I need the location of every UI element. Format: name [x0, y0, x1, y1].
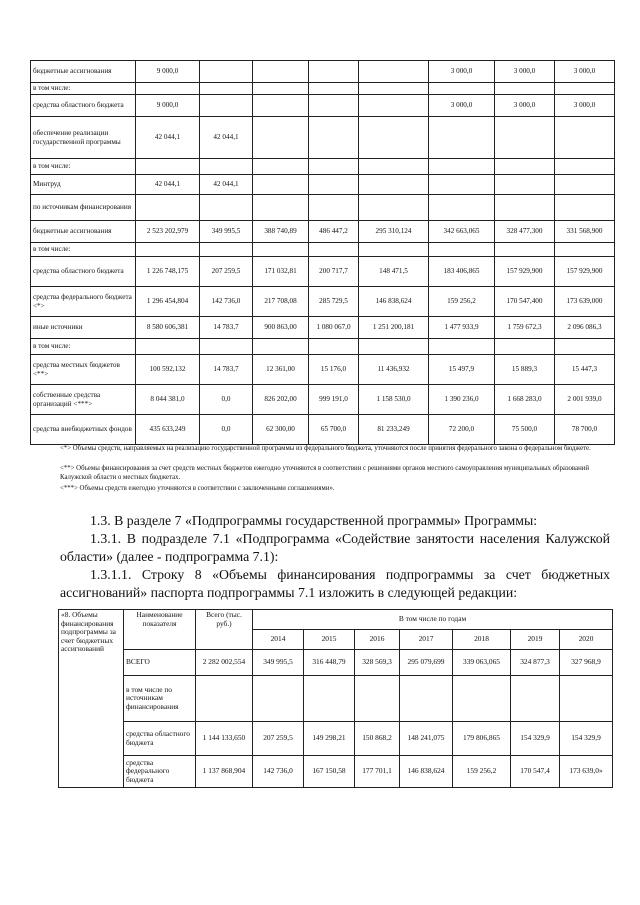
table-cell: 146 838,624 [400, 756, 453, 788]
table-cell [200, 159, 253, 175]
table-row [31, 159, 615, 175]
table-cell [429, 159, 495, 175]
table-row [31, 317, 615, 339]
table-cell [200, 95, 253, 117]
table-cell [429, 195, 495, 221]
table-cell: 339 063,065 [453, 650, 511, 676]
table-cell: 327 968,9 [560, 650, 613, 676]
row-label: бюджетные ассигнования [31, 221, 136, 243]
table-cell: 1 296 454,804 [136, 287, 200, 317]
table-cell [136, 83, 200, 95]
row-label: средства областного бюджета [31, 257, 136, 287]
row-label: собственные средства организаций <***> [31, 385, 136, 415]
table-cell [309, 175, 359, 195]
table-cell [253, 61, 309, 83]
table-cell [359, 175, 429, 195]
table-cell [429, 83, 495, 95]
year-header-2014: 2014 [253, 630, 304, 650]
table-cell: 1 080 067,0 [309, 317, 359, 339]
table-cell: 12 361,00 [253, 355, 309, 385]
row-label: в том числе: [31, 339, 136, 355]
table-cell: 1 668 283,0 [495, 385, 555, 415]
table-cell: 3 000,0 [429, 61, 495, 83]
table-row [31, 83, 615, 95]
table-cell: 1 226 748,175 [136, 257, 200, 287]
table-cell [136, 339, 200, 355]
header-total: Всего (тыс. руб.) [196, 610, 253, 650]
table-cell: 154 329,9 [560, 722, 613, 756]
table-cell [309, 195, 359, 221]
table-cell: 148 471,5 [359, 257, 429, 287]
row-label: в том числе: [31, 159, 136, 175]
table-cell: 316 448,79 [304, 650, 355, 676]
table-cell: 15 176,0 [309, 355, 359, 385]
table-row [59, 676, 613, 722]
table-cell: 81 233,249 [359, 415, 429, 445]
table-cell: 2 523 202,979 [136, 221, 200, 243]
section-paragraph-3-line-1: 1.3.1.1. Строку 8 «Объемы финансирования подпрограммы за счет бюджетных [90, 567, 610, 582]
table-cell: 285 729,5 [309, 287, 359, 317]
header-years-group: В том числе по годам [253, 610, 613, 630]
table-cell: 3 000,0 [555, 61, 615, 83]
table-row [31, 415, 615, 445]
footnote-3: <***> Объемы средств ежегодно уточняются в соответствии с заключенными соглашениями». [60, 485, 335, 492]
table-cell: 159 256,2 [429, 287, 495, 317]
row-total [196, 676, 253, 722]
row-label: средства федерального бюджета <*> [31, 287, 136, 317]
table-cell [309, 117, 359, 159]
table-cell [253, 175, 309, 195]
table-cell: 170 547,400 [495, 287, 555, 317]
table-cell [359, 159, 429, 175]
table-cell [309, 83, 359, 95]
table-row [31, 257, 615, 287]
table-cell [555, 175, 615, 195]
year-header-2018: 2018 [453, 630, 511, 650]
table-cell [253, 159, 309, 175]
table-row [31, 117, 615, 159]
table-cell: 349 995,5 [200, 221, 253, 243]
table-cell: 157 929,900 [555, 257, 615, 287]
table-cell: 3 000,0 [429, 95, 495, 117]
table-cell [495, 339, 555, 355]
table-cell: 173 639,0» [560, 756, 613, 788]
table-cell: 167 150,58 [304, 756, 355, 788]
table-cell: 157 929,900 [495, 257, 555, 287]
table-cell: 1 759 672,3 [495, 317, 555, 339]
table-row [31, 355, 615, 385]
table-cell: 42 044,1 [200, 117, 253, 159]
table-cell [359, 117, 429, 159]
table-cell [555, 339, 615, 355]
table-row [31, 221, 615, 243]
row-label: по источникам финансирования [31, 195, 136, 221]
table-cell: 1 251 200,181 [359, 317, 429, 339]
row-label: бюджетные ассигнования [31, 61, 136, 83]
table-cell [495, 83, 555, 95]
section-paragraph-2-line-1: 1.3.1. В подразделе 7.1 «Подпрограмма «Содействие занятости населения Калужской [90, 531, 610, 546]
table-cell: 217 708,08 [253, 287, 309, 317]
table-cell: 11 436,932 [359, 355, 429, 385]
row-label: средства федерального бюджета [124, 756, 196, 788]
table-cell [309, 243, 359, 257]
table-cell [555, 117, 615, 159]
table-cell: 149 298,21 [304, 722, 355, 756]
row-label: средства местных бюджетов <**> [31, 355, 136, 385]
table-cell [304, 676, 355, 722]
table-cell [309, 159, 359, 175]
table-cell [136, 195, 200, 221]
table-cell [555, 195, 615, 221]
footnote-1: <*> Объемы средств, направляемых на реализацию государственной программы из федерального бюджета, уточняются после принятия федерального закона о федеральном бюджете. [60, 445, 591, 452]
table-cell: 349 995,5 [253, 650, 304, 676]
table-cell [253, 676, 304, 722]
row-label: ВСЕГО [124, 650, 196, 676]
table-cell: 65 700,0 [309, 415, 359, 445]
table-cell [253, 83, 309, 95]
table-row [31, 195, 615, 221]
table-cell: 200 717,7 [309, 257, 359, 287]
table-cell: 72 200,0 [429, 415, 495, 445]
table-cell: 0,0 [200, 385, 253, 415]
table-cell [309, 339, 359, 355]
table-cell [200, 339, 253, 355]
table-cell [429, 339, 495, 355]
year-header-2020: 2020 [560, 630, 613, 650]
year-header-2019: 2019 [511, 630, 560, 650]
table-cell [555, 159, 615, 175]
table-cell: 3 000,0 [495, 61, 555, 83]
table-cell [200, 243, 253, 257]
table-cell: 900 863,00 [253, 317, 309, 339]
table-cell [495, 243, 555, 257]
table-cell [253, 117, 309, 159]
table-cell: 3 000,0 [495, 95, 555, 117]
table-cell [136, 159, 200, 175]
header-indicator-name: Наименование показателя [124, 610, 196, 650]
table-cell: 75 500,0 [495, 415, 555, 445]
table-cell [200, 61, 253, 83]
table-cell: 9 000,0 [136, 61, 200, 83]
table-row [59, 650, 613, 676]
table-cell: 2 001 939,0 [555, 385, 615, 415]
table-row [31, 61, 615, 83]
table-cell: 328 569,3 [355, 650, 400, 676]
table-cell [136, 243, 200, 257]
table-cell: 170 547,4 [511, 756, 560, 788]
table-cell [355, 676, 400, 722]
table-cell: 42 044,1 [136, 175, 200, 195]
table-cell: 9 000,0 [136, 95, 200, 117]
table-cell [495, 195, 555, 221]
table-cell [560, 676, 613, 722]
year-header-2015: 2015 [304, 630, 355, 650]
table-cell: 999 191,0 [309, 385, 359, 415]
row-title-cell: «8. Объемы финансирования подпрограммы за счет бюджетных ассигнований [59, 610, 124, 788]
row-label: средства областного бюджета [31, 95, 136, 117]
table-cell: 15 889,3 [495, 355, 555, 385]
funding-table-top [30, 60, 615, 445]
table-cell: 62 300,00 [253, 415, 309, 445]
table-cell: 826 202,00 [253, 385, 309, 415]
table-cell: 486 447,2 [309, 221, 359, 243]
table-cell: 78 700,0 [555, 415, 615, 445]
table-cell [429, 175, 495, 195]
table-cell [429, 243, 495, 257]
table-cell [495, 175, 555, 195]
table-cell: 1 158 530,0 [359, 385, 429, 415]
section-paragraph-3-line-2: ассигнований» паспорта подпрограммы 7.1 изложить в следующей редакции: [60, 585, 518, 600]
table-cell: 15 447,3 [555, 355, 615, 385]
table-cell: 42 044,1 [136, 117, 200, 159]
table-cell [309, 61, 359, 83]
table-cell: 1 390 236,0 [429, 385, 495, 415]
table-cell: 435 633,249 [136, 415, 200, 445]
table-cell: 177 701,1 [355, 756, 400, 788]
table-cell: 1 477 933,9 [429, 317, 495, 339]
table-cell: 142 736,0 [200, 287, 253, 317]
table-cell [359, 95, 429, 117]
table-cell [555, 243, 615, 257]
table-cell: 342 663,065 [429, 221, 495, 243]
table-cell: 148 241,075 [400, 722, 453, 756]
row-label: в том числе по источникам финансирования [124, 676, 196, 722]
table-cell: 14 783,7 [200, 317, 253, 339]
table-cell [359, 243, 429, 257]
table-row [31, 339, 615, 355]
table-cell: 8 580 606,381 [136, 317, 200, 339]
table-row [59, 756, 613, 788]
table-cell: 8 044 381,0 [136, 385, 200, 415]
table-row [31, 243, 615, 257]
row-label: Минтруд [31, 175, 136, 195]
row-label: в том числе: [31, 83, 136, 95]
table-cell [400, 676, 453, 722]
table-cell: 207 259,5 [200, 257, 253, 287]
table-cell: 142 736,0 [253, 756, 304, 788]
table-cell: 14 783,7 [200, 355, 253, 385]
table-cell: 331 568,900 [555, 221, 615, 243]
row-total: 1 144 133,650 [196, 722, 253, 756]
table-row [31, 287, 615, 317]
table-cell: 146 838,624 [359, 287, 429, 317]
subprogram-funding-table [58, 609, 613, 788]
table-cell [309, 95, 359, 117]
table-cell [253, 339, 309, 355]
year-header-2016: 2016 [355, 630, 400, 650]
table-cell: 324 877,3 [511, 650, 560, 676]
row-total: 2 282 002,554 [196, 650, 253, 676]
table-cell [200, 83, 253, 95]
table-cell: 154 329,9 [511, 722, 560, 756]
table-cell: 295 079,699 [400, 650, 453, 676]
table-cell: 0,0 [200, 415, 253, 445]
table-cell: 388 740,89 [253, 221, 309, 243]
table-cell [253, 195, 309, 221]
row-total: 1 137 868,904 [196, 756, 253, 788]
table-row [59, 722, 613, 756]
table-cell: 150 868,2 [355, 722, 400, 756]
table-cell [359, 339, 429, 355]
section-paragraph-2-line-2: области» (далее - подпрограмма 7.1): [60, 549, 279, 564]
table-cell [511, 676, 560, 722]
table-cell [253, 243, 309, 257]
table-cell [453, 676, 511, 722]
table-cell: 2 096 086,3 [555, 317, 615, 339]
table-row [31, 175, 615, 195]
table-cell: 328 477,300 [495, 221, 555, 243]
row-label: средства областного бюджета [124, 722, 196, 756]
table-cell: 171 032,81 [253, 257, 309, 287]
table-cell [429, 117, 495, 159]
year-header-2017: 2017 [400, 630, 453, 650]
footnote-2: <**> Объемы финансирования за счет средств местных бюджетов ежегодно уточняются в соответствии с решениями органов местного самоуправления муниципальных образований Калужской области о местных бюджетах. [60, 465, 589, 482]
table-row [31, 95, 615, 117]
table-cell: 100 592,132 [136, 355, 200, 385]
section-paragraph-1: 1.3. В разделе 7 «Подпрограммы государственной программы» Программы: [90, 513, 538, 528]
table-cell: 42 044,1 [200, 175, 253, 195]
table-cell: 3 000,0 [555, 95, 615, 117]
table-cell: 159 256,2 [453, 756, 511, 788]
row-label: обеспечение реализации государственной программы [31, 117, 136, 159]
table-cell [495, 117, 555, 159]
table-cell [555, 83, 615, 95]
table-cell [359, 61, 429, 83]
table-cell [495, 159, 555, 175]
row-label: в том числе: [31, 243, 136, 257]
row-label: средства внебюджетных фондов [31, 415, 136, 445]
row-label: иные источники [31, 317, 136, 339]
table-cell: 179 806,865 [453, 722, 511, 756]
table-row [31, 385, 615, 415]
table-cell: 207 259,5 [253, 722, 304, 756]
table-cell: 173 639,000 [555, 287, 615, 317]
table-cell [359, 195, 429, 221]
table-cell: 183 406,865 [429, 257, 495, 287]
table-cell [359, 83, 429, 95]
table-cell [200, 195, 253, 221]
table-cell: 15 497,9 [429, 355, 495, 385]
table-cell [253, 95, 309, 117]
table-cell: 295 310,124 [359, 221, 429, 243]
